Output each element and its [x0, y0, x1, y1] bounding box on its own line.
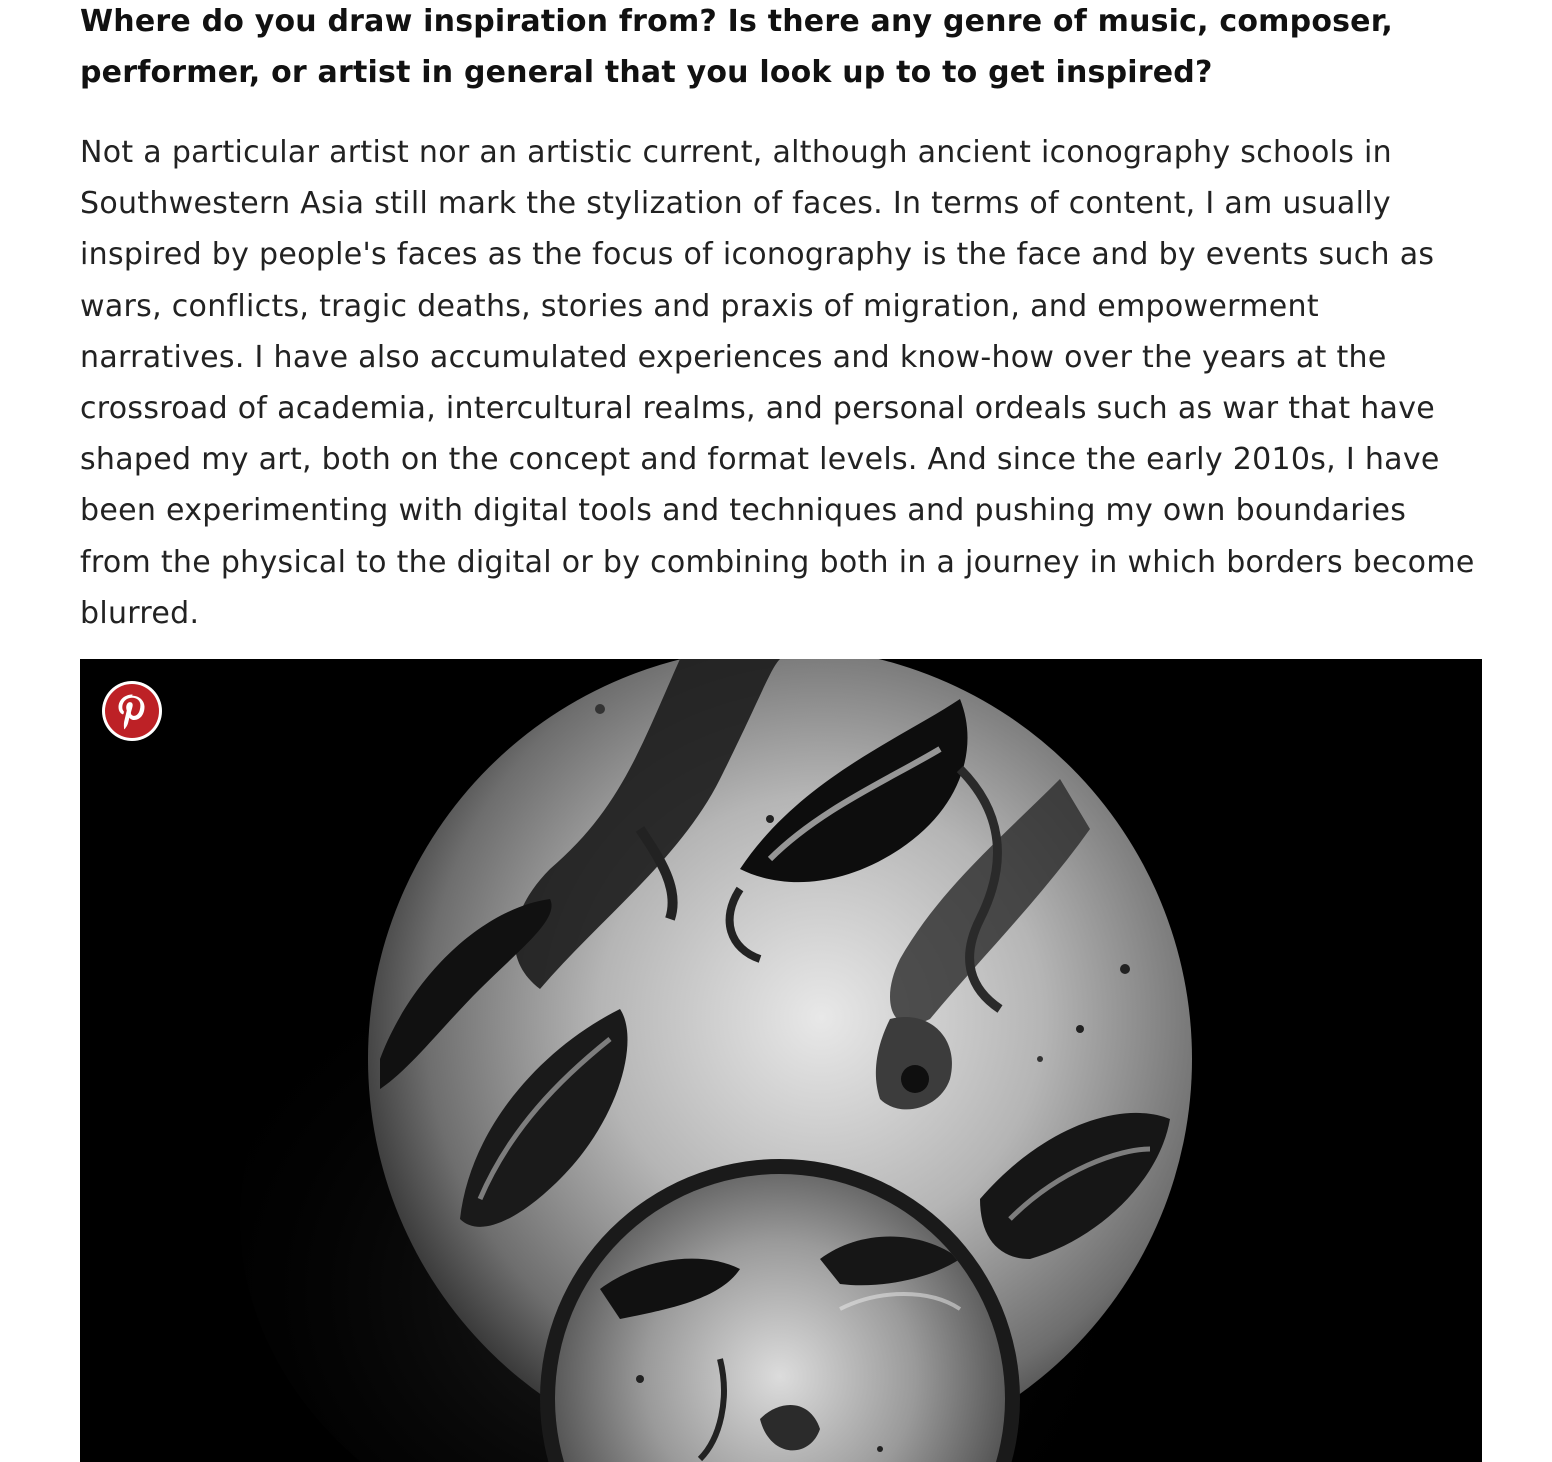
pinterest-pin-button[interactable] — [101, 680, 163, 742]
artwork-illustration — [80, 659, 1482, 1462]
interview-question: Where do you draw inspiration from? Is there any genre of music, composer, performer, or artist in general that you look up to to get inspired? — [80, 4, 1393, 90]
artwork-image — [80, 659, 1482, 1462]
article-content — [80, 0, 1482, 639]
pinterest-icon — [101, 680, 163, 742]
interview-answer: Not a particular artist nor an artistic current, although ancient iconography schools in Southwestern Asia still mark the stylization of faces. In terms of content, I am usually inspired by people's faces as the focus of iconography is the face and by events such as wars, conflicts, tragic deaths, stories and praxis of migration, and empowerment narratives. I have also accumulated experiences and know-how over the years at the crossroad of academia, intercultural realms, and personal ordeals such as war that have shaped my art, both on the concept and format levels. And since the early 2010s, I have been experimenting with digital tools and techniques and pushing my own boundaries from the physical to the digital or by combining both in a journey in which borders become blurred. — [80, 135, 1475, 631]
